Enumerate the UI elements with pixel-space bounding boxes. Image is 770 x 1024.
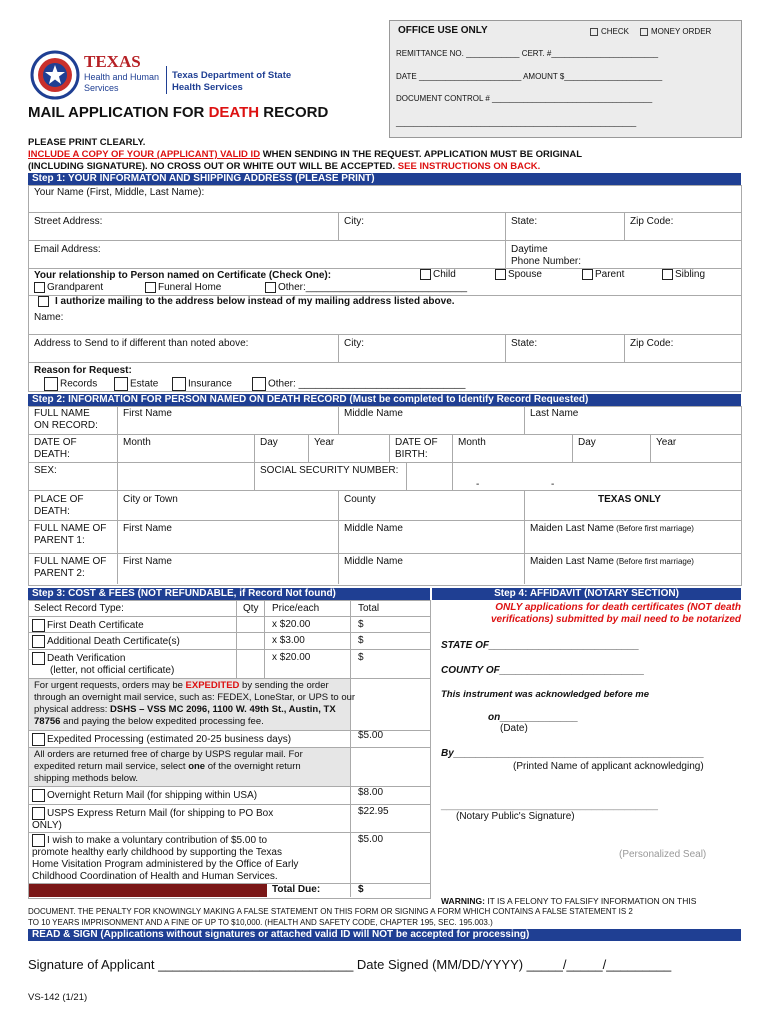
other-option[interactable]: Other:_____________________________ <box>265 282 467 294</box>
first-cert-total: $ <box>358 619 364 630</box>
daytime-label: Daytime <box>511 244 548 255</box>
logo-texas: TEXAS <box>84 52 141 71</box>
form-number: VS-142 (1/21) <box>28 992 88 1003</box>
verification-price: x $20.00 <box>272 652 311 663</box>
office-money-order: MONEY ORDER <box>640 27 711 36</box>
notary-caption: (Notary Public's Signature) <box>456 811 575 822</box>
warning-line1: WARNING: IT IS A FELONY TO FALSIFY INFORMATION ON THIS <box>441 896 697 906</box>
estate-checkbox[interactable] <box>114 377 128 391</box>
send-name-label: Name: <box>34 312 64 323</box>
other-reason-checkbox[interactable] <box>252 377 266 391</box>
office-use-title: OFFICE USE ONLY <box>398 25 488 36</box>
other-reason-option[interactable]: Other: ______________________________ <box>252 377 465 391</box>
ssn-dash-1: - <box>476 479 480 490</box>
state-label: State: <box>511 216 538 227</box>
city-label: City: <box>344 216 364 227</box>
parent2-maiden-label: Maiden Last Name (Before first marriage) <box>530 556 694 567</box>
returned-text: All orders are returned free of charge by USPS regular mail. For expedited return mail service, select one of the overnight return shipping methods below. <box>34 749 303 784</box>
signature-notice: (INCLUDING SIGNATURE). NO CROSS OUT OR WHITE OUT WILL BE ACCEPTED. SEE INSTRUCTIONS ON BACK. <box>28 161 541 172</box>
sibling-checkbox[interactable] <box>662 269 673 280</box>
child-option[interactable]: Child <box>420 269 456 281</box>
middle-name-label: Middle Name <box>344 408 403 419</box>
funeral-option[interactable]: Funeral Home <box>145 282 221 294</box>
place-of-death-label: PLACE OF DEATH: <box>34 494 84 517</box>
relationship-label: Your relationship to Person named on Certificate (Check One): <box>34 270 332 281</box>
office-remittance: REMITTANCE NO. ____________ CERT. #________________________ <box>396 49 659 58</box>
urgent-text: For urgent requests, orders may be EXPEDITED by sending the order through an overnight mail service, such as: FEDEX, LoneStar, or UPS to our physical address: DSHS – VSS MC 2096, 1100 W. 49th St., Austin, TX 78756 and paying the below expedited processing fee. <box>34 680 356 727</box>
total-label: Total <box>358 603 380 614</box>
parent1-maiden-label: Maiden Last Name (Before first marriage) <box>530 523 694 534</box>
verification-total: $ <box>358 652 364 663</box>
grandparent-option[interactable]: Grandparent <box>34 282 103 294</box>
donate-fee: $5.00 <box>358 834 384 845</box>
usps-option[interactable]: USPS Express Return Mail (for shipping to PO Box ONLY) <box>32 808 274 832</box>
spouse-option[interactable]: Spouse <box>495 269 542 281</box>
add-cert-total: $ <box>358 635 364 646</box>
qty-label: Qty <box>243 603 259 614</box>
overnight-fee: $8.00 <box>358 787 384 798</box>
notary-sig-line: _______________________________________ <box>441 800 658 811</box>
step4-header: Step 4: AFFIDAVIT (NOTARY SECTION) <box>432 588 741 600</box>
usps-fee: $22.95 <box>358 806 389 817</box>
birth-day-label: Day <box>578 437 596 448</box>
step3-header: Step 3: COST & FEES (NOT REFUNDABLE, if Record Not found) <box>28 588 430 600</box>
first-cert-price: x $20.00 <box>272 619 311 630</box>
office-doc-control: DOCUMENT CONTROL # ____________________________________ <box>396 94 653 103</box>
verification-option[interactable]: Death Verification <box>32 652 125 665</box>
authorize-checkbox[interactable] <box>38 296 49 307</box>
phone-label: Phone Number: <box>511 256 582 267</box>
parent2-middle-label: Middle Name <box>344 556 403 567</box>
sex-label: SEX: <box>34 465 57 476</box>
verification-note: (letter, not official certificate) <box>50 665 175 676</box>
date-caption: (Date) <box>500 723 528 734</box>
records-checkbox[interactable] <box>44 377 58 391</box>
death-day-label: Day <box>260 437 278 448</box>
warning-line3: TO 10 YEARS IMPRISONMENT AND A FINE OF UP TO $10,000. (HEALTH AND SAFETY CODE, CHAPTER 195, SEC. 195.003.) <box>28 918 493 927</box>
on-date-field: on______________ <box>488 712 579 723</box>
verification-checkbox[interactable] <box>32 652 45 665</box>
other-checkbox[interactable] <box>265 282 276 293</box>
donate-option[interactable]: I wish to make a voluntary contribution of $5.00 to promote healthy early childhood by supporting the Texas Home Visitation Program administered by the Office of Early Childhood Coordination of Health and Human Services. <box>32 835 299 883</box>
page-title: MAIL APPLICATION FOR DEATH RECORD <box>28 104 329 121</box>
date-of-birth-label: DATE OF BIRTH: <box>395 437 438 460</box>
first-cert-checkbox[interactable] <box>32 619 45 632</box>
email-label: Email Address: <box>34 244 101 255</box>
usps-checkbox[interactable] <box>32 807 45 820</box>
office-date: DATE _______________________ AMOUNT $______________________ <box>396 72 663 81</box>
county-of-field: COUNTY OF__________________________ <box>441 665 645 676</box>
add-cert-option[interactable]: Additional Death Certificate(s) <box>32 635 180 648</box>
warning-line2: DOCUMENT. THE PENALTY FOR KNOWINGLY MAKING A FALSE STATEMENT ON THIS FORM OR SIGNING A FORM WHICH CONTAINS A FALSE STATEMENT IS 2 <box>28 907 633 916</box>
birth-year-label: Year <box>656 437 677 448</box>
texas-only-label: TEXAS ONLY <box>598 494 661 505</box>
office-blank: ______________________________________________________ <box>396 118 637 127</box>
first-name-label: First Name <box>123 408 172 419</box>
parent1-first-label: First Name <box>123 523 172 534</box>
donate-checkbox[interactable] <box>32 834 45 847</box>
parent1-middle-label: Middle Name <box>344 523 403 534</box>
overnight-checkbox[interactable] <box>32 789 45 802</box>
notary-notice: ONLY applications for death certificates (NOT death verifications) submitted by mail need to be notarized <box>490 602 741 625</box>
last-name-label: Last Name <box>530 408 579 419</box>
step1-header: Step 1: YOUR INFORMATON AND SHIPPING ADDRESS (PLEASE PRINT) <box>28 173 741 185</box>
parent1-label: FULL NAME OF PARENT 1: <box>34 523 107 546</box>
full-name-label: FULL NAME ON RECORD: <box>34 408 98 431</box>
logo-hhs: Health and Human Services <box>84 72 160 93</box>
total-due-bar <box>29 883 267 897</box>
logo-dept: Texas Department of State Health Services <box>172 70 292 93</box>
sibling-option[interactable]: Sibling <box>662 269 705 281</box>
logo-divider <box>166 66 167 94</box>
total-due-label: Total Due: <box>272 884 321 895</box>
office-check: CHECK <box>590 27 629 36</box>
send-address-label: Address to Send to if different than noted above: <box>34 338 249 349</box>
child-checkbox[interactable] <box>420 269 431 280</box>
total-due-value: $ <box>358 884 364 895</box>
grandparent-checkbox[interactable] <box>34 282 45 293</box>
death-year-label: Year <box>314 437 335 448</box>
step2-header: Step 2: INFORMATION FOR PERSON NAMED ON DEATH RECORD (Must be completed to Identify Record Requested) <box>28 394 741 406</box>
death-month-label: Month <box>123 437 151 448</box>
first-cert-option[interactable]: First Death Certificate <box>32 619 144 632</box>
printed-name-caption: (Printed Name of applicant acknowledging) <box>513 761 704 772</box>
spouse-checkbox[interactable] <box>495 269 506 280</box>
signature-line[interactable]: Signature of Applicant ___________________________ Date Signed (MM/DD/YYYY) _____/_____/_________ <box>28 957 672 972</box>
parent2-label: FULL NAME OF PARENT 2: <box>34 556 107 579</box>
insurance-option[interactable]: Insurance <box>172 377 232 391</box>
reason-label: Reason for Request: <box>34 365 132 376</box>
parent2-first-label: First Name <box>123 556 172 567</box>
your-name-label: Your Name (First, Middle, Last Name): <box>34 187 205 198</box>
state-of-field: STATE OF___________________________ <box>441 640 640 651</box>
ssn-label: SOCIAL SECURITY NUMBER: <box>260 465 399 476</box>
city-town-label: City or Town <box>123 494 178 505</box>
price-label: Price/each <box>272 603 320 614</box>
print-clearly: PLEASE PRINT CLEARLY. <box>28 137 146 148</box>
street-label: Street Address: <box>34 216 103 227</box>
records-option[interactable]: Records <box>44 377 97 391</box>
add-cert-checkbox[interactable] <box>32 635 45 648</box>
parent-option[interactable]: Parent <box>582 269 624 281</box>
estate-option[interactable]: Estate <box>114 377 158 391</box>
birth-month-label: Month <box>458 437 486 448</box>
send-state-label: State: <box>511 338 538 349</box>
expedited-option[interactable]: Expedited Processing (estimated 20-25 business days) <box>32 733 291 746</box>
funeral-checkbox[interactable] <box>145 282 156 293</box>
zip-label: Zip Code: <box>630 216 674 227</box>
add-cert-price: x $3.00 <box>272 635 305 646</box>
send-zip-label: Zip Code: <box>630 338 674 349</box>
date-of-death-label: DATE OF DEATH: <box>34 437 77 460</box>
insurance-checkbox[interactable] <box>172 377 186 391</box>
sign-header: READ & SIGN (Applications without signatures or attached valid ID will NOT be accepted for processing) <box>28 929 741 941</box>
seal-caption: (Personalized Seal) <box>619 849 707 860</box>
send-city-label: City: <box>344 338 364 349</box>
county-label: County <box>344 494 376 505</box>
overnight-option[interactable]: Overnight Return Mail (for shipping within USA) <box>32 789 257 802</box>
by-field: By_____________________________________________ <box>441 748 705 759</box>
office-use-box <box>389 20 742 138</box>
parent-checkbox[interactable] <box>582 269 593 280</box>
select-record-label: Select Record Type: <box>34 603 124 614</box>
id-notice: INCLUDE A COPY OF YOUR (APPLICANT) VALID ID WHEN SENDING IN THE REQUEST. APPLICATION MUST BE ORIGINAL <box>28 149 583 160</box>
texas-seal-logo <box>30 50 80 100</box>
expedited-fee: $5.00 <box>358 730 384 741</box>
authorize-option[interactable]: I authorize mailing to the address below instead of my mailing address listed above. <box>38 296 455 308</box>
expedited-checkbox[interactable] <box>32 733 45 746</box>
acknowledged-text: This instrument was acknowledged before me <box>441 689 649 700</box>
ssn-dash-2: - <box>551 479 555 490</box>
